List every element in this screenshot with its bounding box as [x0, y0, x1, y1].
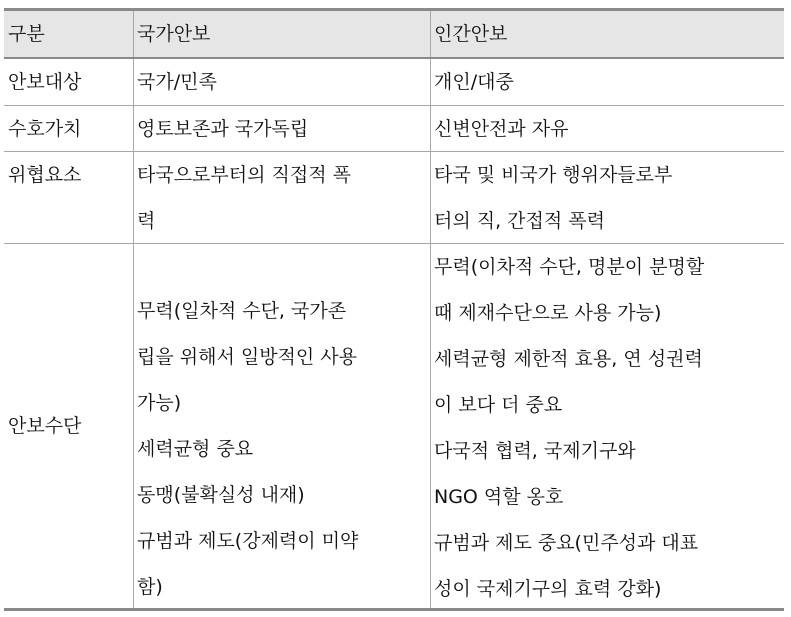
row-label-security-target: 안보대상: [4, 59, 134, 105]
header-cell-national-security: 국가안보: [134, 11, 431, 57]
cell-line: 터의 직, 간접적 폭력: [434, 210, 605, 232]
cell-line: 동맹(불확실성 내재): [137, 484, 305, 506]
cell-line: 무력(이차적 수단, 명분이 분명할: [434, 256, 705, 278]
cell-line: 세력균형 제한적 효용, 연 성권력: [434, 348, 703, 370]
cell-line: 규범과 제도(강제력이 미약: [137, 530, 359, 552]
cell-line: 력: [137, 210, 156, 232]
cell-line: 무력(일차적 수단, 국가존: [137, 300, 347, 322]
cell-line: 규범과 제도 중요(민주성과 대표: [434, 532, 699, 554]
human-security-cell: [431, 152, 784, 243]
national-security-cell: [134, 152, 431, 243]
human-security-cell: 신변안전과 자유: [434, 118, 569, 140]
comparison-table: [4, 8, 784, 611]
table-row: [4, 59, 784, 106]
header-cell-human-security: 인간안보: [434, 23, 508, 45]
row-label-threat-factors: [4, 152, 134, 243]
cell-line: 세력균형 중요: [137, 438, 254, 460]
table-row: [4, 106, 784, 152]
table-row: [4, 244, 784, 608]
national-security-cell: 영토보존과 국가독립: [134, 106, 431, 151]
national-security-cell: [134, 244, 431, 608]
cell-line: 다국적 협력, 국제기구와: [434, 440, 636, 462]
row-label-protected-values: 수호가치: [4, 106, 134, 151]
cell-line: NGO 역할 옹호: [434, 486, 564, 508]
national-security-cell: 국가/민족: [134, 59, 431, 105]
cell-line: 타국으로부터의 직접적 폭: [137, 164, 351, 186]
table-row: [4, 152, 784, 244]
cell-line: 때 제재수단으로 사용 가능): [434, 302, 662, 324]
table-header-row: [4, 11, 784, 59]
cell-line: 성이 국제기구의 효력 강화): [434, 578, 662, 600]
cell-line: 가능): [137, 392, 182, 414]
row-label-text: 안보수단: [8, 415, 82, 437]
human-security-cell: [431, 244, 784, 608]
cell-line: 타국 및 비국가 행위자들로부: [434, 164, 673, 186]
cell-line: 립을 위해서 일방적인 사용: [137, 346, 358, 368]
cell-line: 함): [137, 576, 163, 598]
row-label-text: 위협요소: [8, 164, 82, 186]
row-label-security-means: [4, 244, 134, 608]
header-cell-category: 구분: [4, 11, 134, 57]
cell-line: 이 보다 더 중요: [434, 394, 563, 416]
human-security-cell: 개인/대중: [434, 71, 514, 93]
